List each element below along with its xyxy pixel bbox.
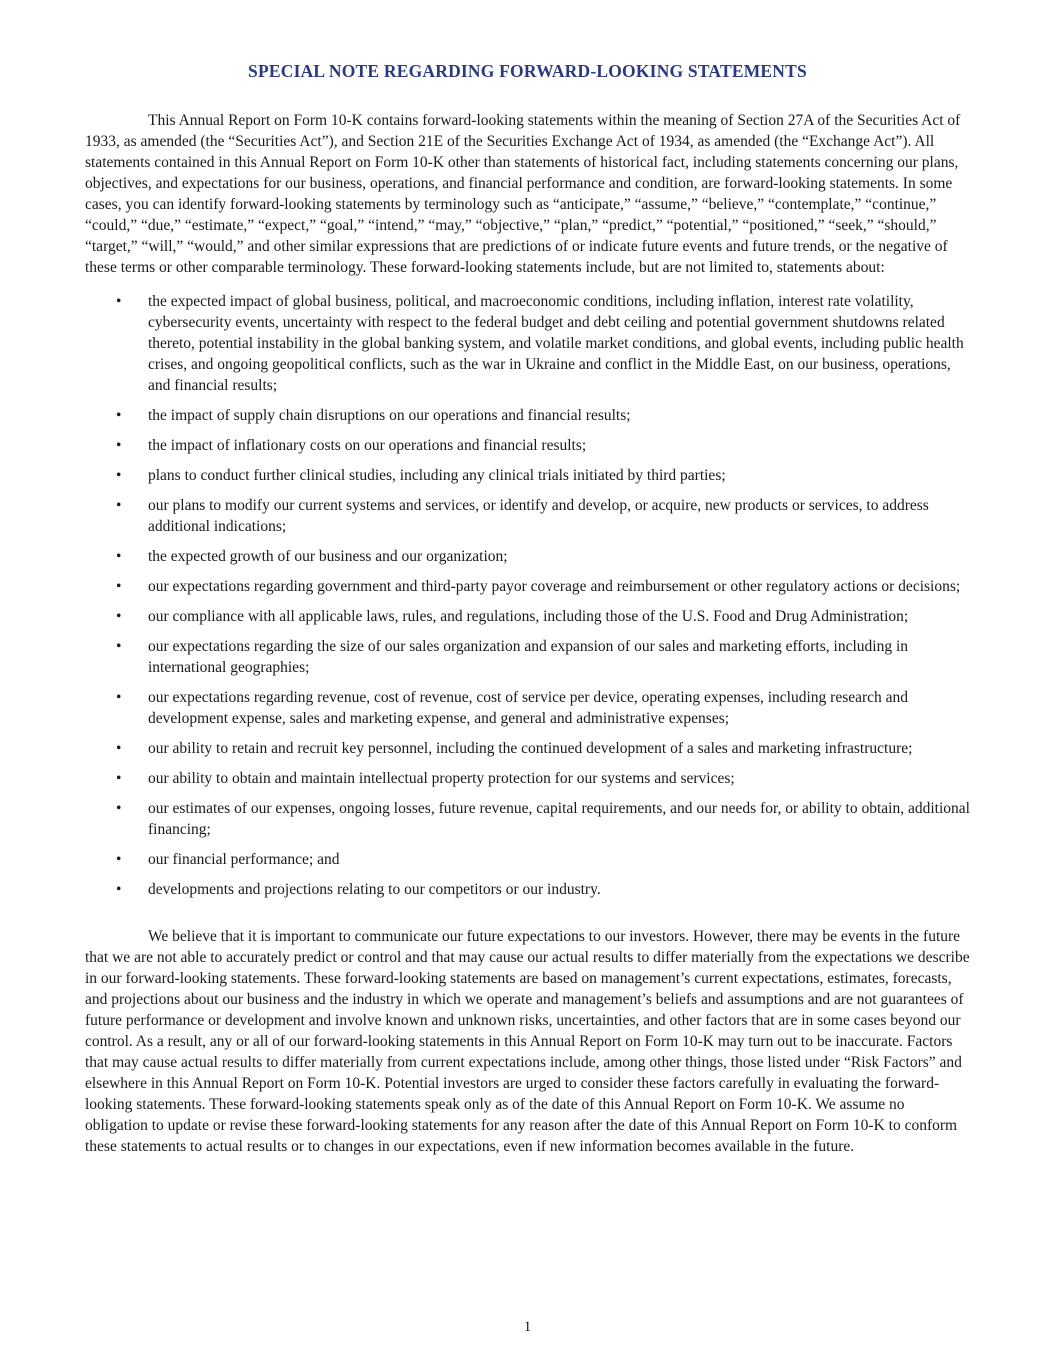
bullet-icon: • [116, 851, 122, 868]
closing-paragraph: We believe that it is important to communicate our future expectations to our investors. However, there may be events in the future that we are not able to accurately predict or control and that may cause our actual results to differ materially from the expectations we describe in our forward-looking statements. These forward-looking statements are based on management’s current expectations, estimates, forecasts, and projections about our business and the industry in which we operate and management’s beliefs and assumptions and are not guarantees of future performance or development and involve known and unknown risks, uncertainties, and other factors that are in some cases beyond our control. As a result, any or all of our forward-looking statements in this Annual Report on Form 10-K may turn out to be inaccurate. Factors that may cause actual results to differ materially from current expectations include, among other things, those listed under “Risk Factors” and elsewhere in this Annual Report on Form 10-K. Potential investors are urged to consider these factors carefully in evaluating the forward-looking statements. These forward-looking statements speak only as of the date of this Annual Report on Form 10-K. We assume no obligation to update or revise these forward-looking statements for any reason after the date of this Annual Report on Form 10-K to conform these statements to actual results or to changes in our expectations, even if new information becomes available in the future. [85, 928, 970, 1155]
forward-looking-bullet-list [85, 291, 970, 900]
list-item [85, 849, 970, 870]
list-item [85, 405, 970, 426]
bullet-text: the expected impact of global business, political, and macroeconomic conditions, including inflation, interest rate volatility, cybersecurity events, uncertainty with respect to the federal budget and debt ceiling and potential government shutdowns related thereto, potential instability in the global banking system, and volatile market conditions, and global events, including public health crises, and ongoing geopolitical conflicts, such as the war in Ukraine and conflict in the Middle East, on our business, operations, and financial results; [148, 293, 964, 394]
bullet-icon: • [116, 407, 122, 424]
bullet-icon: • [116, 548, 122, 565]
bullet-icon: • [116, 608, 122, 625]
bullet-text: the impact of inflationary costs on our operations and financial results; [148, 437, 587, 454]
list-item [85, 879, 970, 900]
bullet-icon: • [116, 770, 122, 787]
bullet-text: our plans to modify our current systems and services, or identify and develop, or acquire, new products or services, to address additional indications; [148, 497, 929, 535]
bullet-text: plans to conduct further clinical studies, including any clinical trials initiated by third parties; [148, 467, 726, 484]
page-number: 1 [523, 1319, 532, 1335]
bullet-text: our ability to retain and recruit key personnel, including the continued development of a sales and marketing infrastructure; [148, 740, 913, 757]
list-item [85, 606, 970, 627]
bullet-text: our compliance with all applicable laws, rules, and regulations, including those of the U.S. Food and Drug Administration; [148, 608, 909, 625]
bullet-icon: • [116, 800, 122, 817]
bullet-text: our expectations regarding the size of our sales organization and expansion of our sales and marketing efforts, including in international geographies; [148, 638, 908, 676]
list-item [85, 738, 970, 759]
bullet-icon: • [116, 881, 122, 898]
list-item [85, 465, 970, 486]
bullet-text: our expectations regarding government and third-party payor coverage and reimbursement or other regulatory actions or decisions; [148, 578, 961, 595]
list-item [85, 798, 970, 840]
bullet-icon: • [116, 638, 122, 655]
list-item [85, 435, 970, 456]
bullet-text: our estimates of our expenses, ongoing losses, future revenue, capital requirements, and our needs for, or ability to obtain, additional financing; [148, 800, 970, 838]
bullet-text: developments and projections relating to our competitors or our industry. [148, 881, 601, 898]
list-item [85, 495, 970, 537]
bullet-text: our expectations regarding revenue, cost of revenue, cost of service per device, operating expenses, including research and development expense, sales and marketing expense, and general and administrative expenses; [148, 689, 909, 727]
bullet-icon: • [116, 437, 122, 454]
bullet-icon: • [116, 740, 122, 757]
list-item [85, 576, 970, 597]
list-item [85, 687, 970, 729]
bullet-icon: • [116, 689, 122, 706]
bullet-text: the impact of supply chain disruptions on our operations and financial results; [148, 407, 631, 424]
bullet-icon: • [116, 467, 122, 484]
list-item [85, 546, 970, 567]
list-item [85, 636, 970, 678]
bullet-text: the expected growth of our business and our organization; [148, 548, 508, 565]
bullet-icon: • [116, 497, 122, 514]
bullet-icon: • [116, 578, 122, 595]
bullet-icon: • [116, 293, 122, 310]
list-item [85, 291, 970, 396]
bullet-text: our ability to obtain and maintain intellectual property protection for our systems and services; [148, 770, 735, 787]
intro-paragraph: This Annual Report on Form 10-K contains forward-looking statements within the meaning of Section 27A of the Securities Act of 1933, as amended (the “Securities Act”), and Section 21E of the Securities Exchange Act of 1934, as amended (the “Exchange Act”). All statements contained in this Annual Report on Form 10-K other than statements of historical fact, including statements concerning our plans, objectives, and expectations for our business, operations, and financial performance and condition, are forward-looking statements. In some cases, you can identify forward-looking statements by terminology such as “anticipate,” “assume,” “believe,” “contemplate,” “continue,” “could,” “due,” “estimate,” “expect,” “goal,” “intend,” “may,” “objective,” “plan,” “predict,” “potential,” “positioned,” “seek,” “should,” “target,” “will,” “would,” and other similar expressions that are predictions of or indicate future events and future trends, or the negative of these terms or other comparable terminology. These forward-looking statements include, but are not limited to, statements about: [85, 112, 961, 276]
page-title: SPECIAL NOTE REGARDING FORWARD-LOOKING STATEMENTS [248, 61, 807, 81]
list-item [85, 768, 970, 789]
bullet-text: our financial performance; and [148, 851, 340, 868]
